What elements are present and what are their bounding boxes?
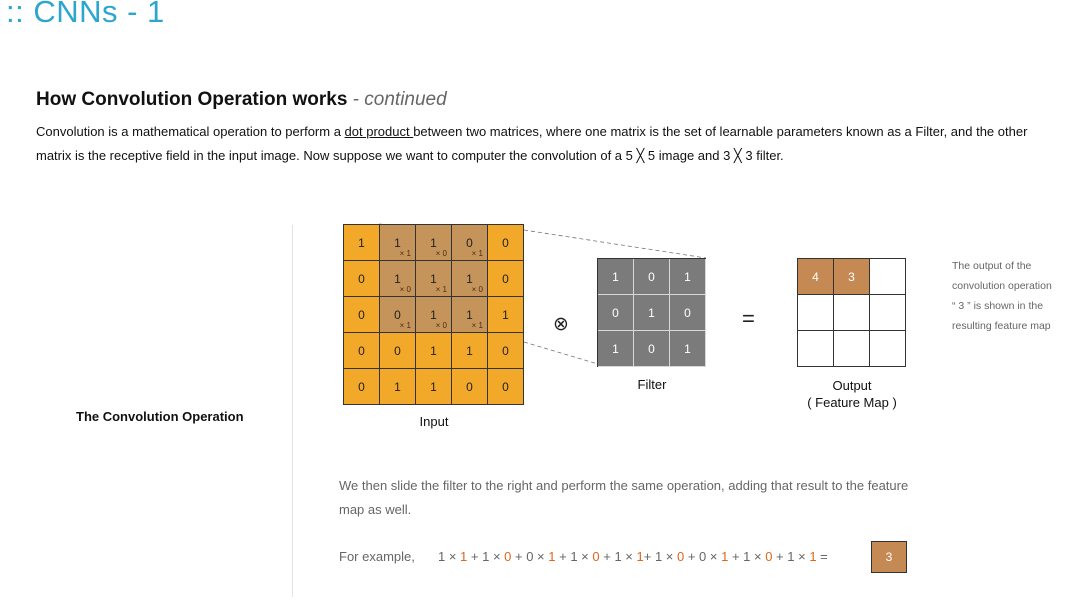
filter-cell: 1 [598,259,634,295]
example-weight-value: 1 [460,549,468,564]
equals-icon: = [742,306,755,331]
input-cell-value: 1 [394,379,401,394]
input-cell-value: 1 [430,379,437,394]
input-cell [380,333,416,369]
input-cell-value: 1 [466,307,473,322]
filter-cell: 1 [634,295,670,331]
example-operator: + [684,549,700,564]
output-cell [798,295,834,331]
input-cell [416,261,452,297]
side-note: The output of the convolution operation “ 3 ” is shown in the resulting feature map [952,260,1052,332]
input-cell-value: 1 [358,235,365,250]
input-label: Input [419,414,449,429]
example-input-value: 1 × [482,549,505,564]
filter-weight-label: × 1 [435,285,447,294]
input-cell [452,261,488,297]
example-input-value: 0 × [526,549,549,564]
example-input-value: 1 × [614,549,637,564]
example-input-value: 0 × [699,549,722,564]
input-cell [488,261,524,297]
input-cell [416,297,452,333]
input-cell-value: 0 [466,379,473,394]
intro-text-end: between two matrices, where one matrix is the set of learnable parameters known as a Filter, and the other matrix is the receptive field in the input image. Now suppose we want to computer the convolution of a 5 ╳ 5 image and 3 ╳ 3 filter. [36,124,1028,163]
input-cell-value: 0 [358,271,365,286]
input-cell [452,333,488,369]
input-cell [344,225,380,261]
slide-paragraph: We then slide the filter to the right and perform the same operation, adding that result to the feature map as well. [339,478,909,517]
input-cell-value: 0 [466,235,473,250]
output-matrix [797,258,906,367]
projection-line-bottom [524,342,598,364]
projection-line-top [524,230,706,258]
input-cell-value: 1 [502,307,509,322]
example-weight-value: 0 [504,549,512,564]
input-cell [416,225,452,261]
example-operator: + [772,549,788,564]
filter-cell: 0 [670,295,706,331]
intro-text-start: Convolution is a mathematical operation to perform a [36,124,345,139]
input-cell-value: 1 [430,307,437,322]
filter-cell: 0 [634,331,670,367]
filter-weight-label: × 0 [399,285,411,294]
section-label: The Convolution Operation [76,409,244,424]
input-cell [452,297,488,333]
convolution-operator-icon: ⊗ [553,314,569,335]
input-cell-value: 1 [394,271,401,286]
input-cell [488,225,524,261]
filter-matrix [597,258,706,367]
output-cell [870,331,906,367]
input-cell-value: 1 [430,271,437,286]
example-result-cell: 3 [871,541,907,573]
example-operator: + [467,549,483,564]
example-weight-value: 1 [809,549,817,564]
filter-weight-label: × 1 [399,249,411,258]
example-operator: + [643,549,655,564]
example-input-value: 1 × [787,549,810,564]
example-operator: + [728,549,744,564]
input-cell-value: 0 [502,235,509,250]
output-cell [834,331,870,367]
example-weight-value: 0 [592,549,600,564]
input-cell [380,261,416,297]
example-operator: + [555,549,571,564]
filter-weight-label: × 0 [435,249,447,258]
filter-cell: 1 [670,331,706,367]
input-cell-value: 1 [430,235,437,250]
dot-product-link[interactable]: dot product [344,124,414,139]
input-cell-value: 0 [502,271,509,286]
input-cell [344,369,380,405]
input-cell [344,333,380,369]
example-weight-value: 1 [636,549,644,564]
input-cell [488,333,524,369]
filter-weight-label: × 1 [471,249,483,258]
input-cell [380,297,416,333]
example-operator: + [599,549,615,564]
input-cell [452,225,488,261]
input-cell-value: 0 [358,343,365,358]
heading-text: How Convolution Operation works [36,89,348,110]
input-cell-value: 0 [394,343,401,358]
example-equation [339,549,828,564]
example-weight-value: 0 [765,549,773,564]
example-input-value: 1 × [438,549,461,564]
output-cell: 4 [798,259,834,295]
input-cell-value: 1 [394,235,401,250]
output-cell [870,259,906,295]
slide-title: :: CNNs - 1 [6,0,165,29]
input-cell [380,225,416,261]
example-prefix: For example, [339,549,415,564]
filter-cell: 1 [598,331,634,367]
filter-cell: 0 [598,295,634,331]
filter-cell: 0 [634,259,670,295]
input-cell [416,333,452,369]
example-terms [438,549,828,564]
heading-continued: - continued [347,89,447,110]
output-label-line2: ( Feature Map ) [807,395,897,410]
input-cell-value: 0 [358,307,365,322]
output-cell [870,295,906,331]
output-cell [798,331,834,367]
input-cell [488,297,524,333]
input-matrix [343,224,524,405]
input-cell [452,369,488,405]
output-cell: 3 [834,259,870,295]
example-operator: = [816,549,828,564]
input-cell [344,261,380,297]
example-input-value: 1 × [570,549,593,564]
input-cell [488,369,524,405]
input-cell-value: 0 [358,379,365,394]
input-cell-value: 0 [394,307,401,322]
filter-label: Filter [637,377,667,392]
example-input-value: 1 × [654,549,677,564]
output-cell [834,295,870,331]
input-cell-value: 0 [502,379,509,394]
filter-weight-label: × 0 [435,321,447,330]
output-label-line1: Output [832,378,872,393]
input-cell [344,297,380,333]
output-label [797,377,907,411]
filter-cell: 1 [670,259,706,295]
example-weight-value: 1 [548,549,556,564]
filter-weight-label: × 1 [471,321,483,330]
example-weight-value: 0 [676,549,685,564]
input-cell-value: 1 [466,271,473,286]
example-operator: + [511,549,527,564]
example-weight-value: 1 [721,549,729,564]
input-cell-value: 0 [502,343,509,358]
filter-weight-label: × 0 [471,285,483,294]
example-input-value: 1 × [743,549,766,564]
input-cell-value: 1 [466,343,473,358]
input-cell [380,369,416,405]
input-cell-value: 1 [430,343,437,358]
input-cell [416,369,452,405]
filter-weight-label: × 1 [399,321,411,330]
